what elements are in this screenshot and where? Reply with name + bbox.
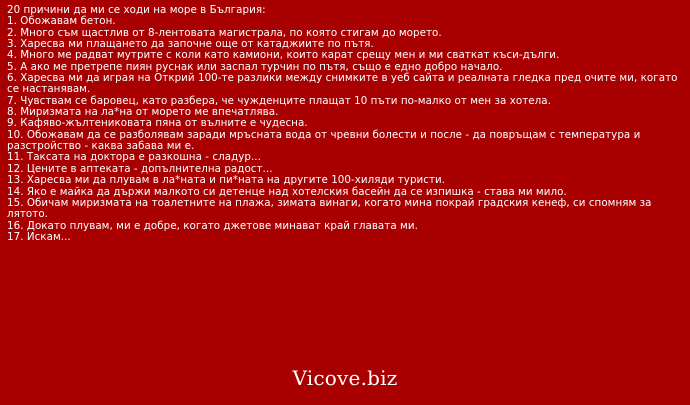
joke-list (7, 5, 683, 243)
list-item: 10. Обожавам да се разболявам заради мръсната вода от чревни болести и после - да повръщам с температура и разстройство - каква забава ми е. (7, 128, 641, 153)
list-item: 1. Обожавам бетон. (7, 15, 116, 28)
list-item: 7. Чувствам се баровец, като разбера, че чужденците плащат 10 пъти по-малко от мен за хотела. (7, 94, 551, 107)
list-item: 2. Много съм щастлив от 8-лентовата магистрала, по която стигам до морето. (7, 26, 442, 39)
list-item: 11. Таксата на доктора е разкошна - сладур... (7, 151, 261, 164)
list-item: 3. Харесва ми плащането да започне още от катаджиите по пътя. (7, 38, 374, 51)
list-item: 17. Искам... (7, 230, 71, 243)
list-title: 20 причини да ми се ходи на море в България: (7, 4, 266, 16)
list-item: 8. Миризмата на ла*на от морето ме впечатлява. (7, 106, 279, 119)
list-item: 5. А ако ме претрепе пиян руснак или заспал турчин по пътя, също е едно добро начало. (7, 60, 503, 73)
list-item: 13. Харесва ми да плувам в ла*ната и пи*ната на другите 100-хиляди туристи. (7, 174, 446, 187)
list-item: 12. Цените в аптеката - допълнителна радост... (7, 162, 273, 175)
list-item: 14. Яко е майка да държи малкото си детенце над хотелския басейн да се изпишка - става ми мило. (7, 185, 567, 198)
list-item: 16. Докато плувам, ми е добре, когато джетове минават край главата ми. (7, 219, 418, 232)
list-item: 9. Кафяво-жълтениковата пяна от вълните е чудесна. (7, 117, 308, 130)
list-item: 15. Обичам миризмата на тоалетните на плажа, зимата винаги, когато мина покрай градския кенеф, си спомням за лятото. (7, 196, 652, 221)
list-item: 6. Харесва ми да играя на Открий 100-те разлики между снимките в уеб сайта и реалната гледка пред очите ми, когато се настанявам. (7, 72, 678, 96)
list-item: 4. Много ме радват мутрите с коли като камиони, които карат срещу мен и ми сваткат къси-дълги. (7, 49, 560, 62)
site-watermark: Vicove.biz (292, 366, 398, 390)
